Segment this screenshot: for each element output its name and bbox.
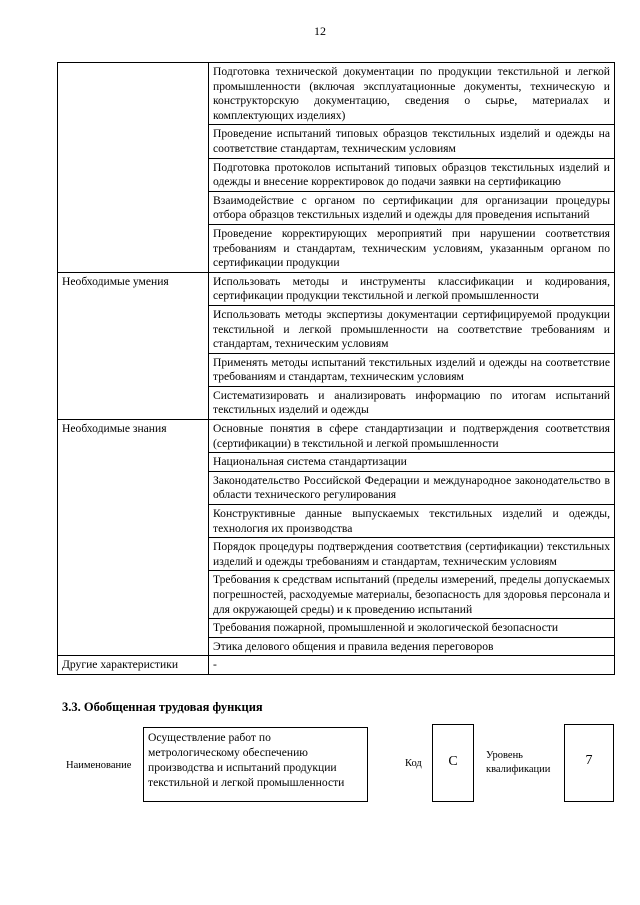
row-text: Требования к средствам испытаний (пределы измерений, пределы допускаемых погрешностей, расходуемые материалы, безопасность для здоровья персонала и для окружающей среды) и к проведению испытаний <box>209 571 615 619</box>
level-value: 7 <box>564 724 614 802</box>
code-label: Код <box>405 758 422 769</box>
skills-label: Необходимые умения <box>58 272 209 419</box>
row-text: Применять методы испытаний текстильных изделий и одежды на соответствие требованиям и стандартам, техническим условиям <box>209 353 615 386</box>
page-number: 12 <box>314 24 326 38</box>
row-text: Использовать методы и инструменты классификации и кодирования, сертификации продукции текстильной и легкой промышленности <box>209 272 615 305</box>
row-text: Основные понятия в сфере стандартизации и подтверждения соответствия (сертификации) в текстильной и легкой промышленности <box>209 420 615 453</box>
table-row <box>58 656 615 675</box>
row-text: Взаимодействие с органом по сертификации для организации процедуры отбора образцов текстильных изделий и одежды для проведения испытаний <box>209 191 615 224</box>
code-value: C <box>432 724 474 802</box>
row-text: Подготовка протоколов испытаний типовых образцов текстильных изделий и одежды и внесение корректировок до подачи заявки на сертификацию <box>209 158 615 191</box>
other-characteristics-label: Другие характеристики <box>58 656 209 675</box>
row-text: Этика делового общения и правила ведения переговоров <box>209 637 615 656</box>
row-text: Национальная система стандартизации <box>209 453 615 472</box>
row-text: Подготовка технической документации по продукции текстильной и легкой промышленности (включая эксплуатационные документы, техническую и конструкторскую документацию, сведения о сырье, материалах и комплектующих изделиях) <box>209 63 615 125</box>
row-text: Требования пожарной, промышленной и экологической безопасности <box>209 619 615 638</box>
table-row <box>58 272 615 305</box>
table-row <box>58 63 615 125</box>
row-text: Проведение корректирующих мероприятий при нарушении соответствия требованиям и стандартам, техническим условиям, указанным органом по сертификации продукции <box>209 224 615 272</box>
row-text: Законодательство Российской Федерации и международное законодательство в области технического регулирования <box>209 471 615 504</box>
row-text: Проведение испытаний типовых образцов текстильных изделий и одежды на соответствие стандартам, техническим условиям <box>209 125 615 158</box>
level-label: Уровень квалификации <box>486 750 551 775</box>
row-text: Систематизировать и анализировать информацию по итогам испытаний текстильных изделий и одежды <box>209 386 615 419</box>
row-text: Использовать методы экспертизы документации сертифицируемой продукции текстильной и легкой промышленности на соответствие требованиям и стандартам, техническим условиям <box>209 305 615 353</box>
name-label: Наименование <box>66 760 132 771</box>
row-text: Порядок процедуры подтверждения соответствия (сертификации) текстильных изделий и одежды требованиям и стандартам, техническим условиям <box>209 538 615 571</box>
row-text: Конструктивные данные выпускаемых текстильных изделий и одежды, технология их производства <box>209 505 615 538</box>
row-label <box>58 63 209 273</box>
competency-table <box>57 62 615 675</box>
row-text: - <box>209 656 615 675</box>
knowledge-label: Необходимые знания <box>58 420 209 656</box>
name-value: Осуществление работ по метрологическому обеспечению производства и испытаний продукции текстильной и легкой промышленности <box>143 727 368 802</box>
section-heading: 3.3. Обобщенная трудовая функция <box>62 700 263 714</box>
table-row <box>58 420 615 453</box>
